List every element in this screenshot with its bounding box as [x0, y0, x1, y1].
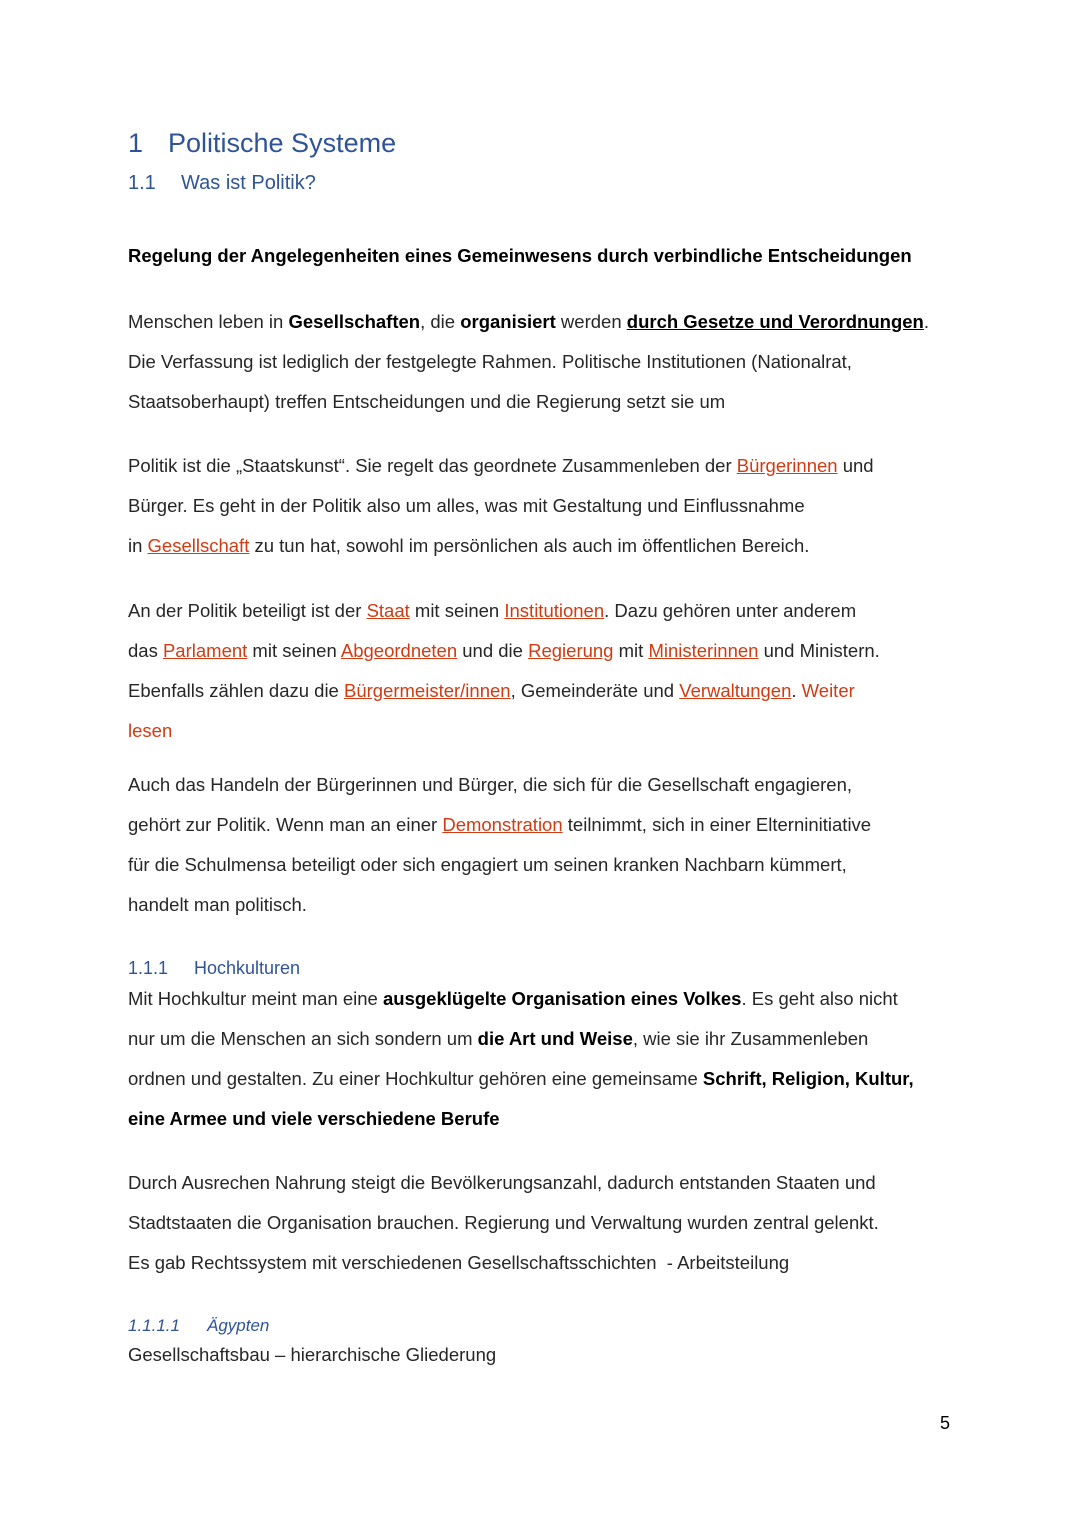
heading-3 [128, 958, 300, 979]
paragraph-egypt: Gesellschaftsbau – hierarchische Gliederung [128, 1344, 497, 1365]
paragraph-citizen-action [128, 765, 958, 925]
link-institutionen[interactable]: Institutionen [504, 600, 605, 621]
read-more-link[interactable]: Weiter [801, 680, 855, 701]
text-line: das Parlament mit seinen Abgeordneten und die Regierung mit Ministerinnen und Ministern. [128, 640, 880, 661]
text-line: handelt man politisch. [128, 894, 307, 915]
link-gesellschaft[interactable]: Gesellschaft [147, 535, 250, 556]
link-abgeordneten[interactable]: Abgeordneten [340, 640, 458, 661]
text-line: Auch das Handeln der Bürgerinnen und Bürger, die sich für die Gesellschaft engagieren, [128, 774, 853, 795]
text-line: Mit Hochkultur meint man eine ausgeklügelte Organisation eines Volkes. Es geht also nicht [128, 988, 898, 1009]
heading-2 [128, 172, 316, 195]
paragraph-politics-definition [128, 446, 958, 566]
text-line: An der Politik beteiligt ist der Staat mit seinen Institutionen. Dazu gehören unter anderem [128, 600, 857, 621]
text-line: Stadtstaaten die Organisation brauchen. Regierung und Verwaltung wurden zentral gelenkt. [128, 1212, 879, 1233]
heading-3-number: 1.1.1 [128, 958, 169, 978]
link-demonstration[interactable]: Demonstration [442, 814, 563, 835]
paragraph-high-culture [128, 979, 958, 1139]
text-line: Ebenfalls zählen dazu die Bürgermeister/innen, Gemeinderäte und Verwaltungen. Weiter [128, 680, 855, 701]
text-line: für die Schulmensa beteiligt oder sich engagiert um seinen kranken Nachbarn kümmert, [128, 854, 847, 875]
paragraph-population [128, 1163, 958, 1283]
link-staat[interactable]: Staat [366, 600, 410, 621]
heading-2-number: 1.1 [128, 172, 156, 194]
heading-1 [128, 128, 396, 159]
definition-text: Regelung der Angelegenheiten eines Gemeinwesens durch verbindliche Entscheidungen [128, 245, 912, 266]
text-line: Menschen leben in Gesellschaften, die organisiert werden durch Gesetze und Verordnungen. [128, 311, 929, 332]
text-line: eine Armee und viele verschiedene Berufe [128, 1108, 500, 1129]
heading-4-text: Ägypten [207, 1316, 270, 1335]
link-verwaltungen[interactable]: Verwaltungen [679, 680, 792, 701]
paragraph-society [128, 302, 958, 422]
text-line: nur um die Menschen an sich sondern um die Art und Weise, wie sie ihr Zusammenleben [128, 1028, 869, 1049]
text-line: Durch Ausrechen Nahrung steigt die Bevölkerungsanzahl, dadurch entstanden Staaten und [128, 1172, 876, 1193]
text-line: Politik ist die „Staatskunst“. Sie regelt das geordnete Zusammenleben der Bürgerinnen und [128, 455, 874, 476]
heading-1-text: Politische Systeme [168, 128, 397, 158]
heading-1-number: 1 [128, 128, 144, 158]
text-line: Es gab Rechtssystem mit verschiedenen Gesellschaftsschichten - Arbeitsteilung [128, 1252, 790, 1273]
text-line: Die Verfassung ist lediglich der festgelegte Rahmen. Politische Institutionen (Nationalrat, [128, 351, 852, 372]
heading-2-text: Was ist Politik? [181, 172, 316, 194]
text-line: in Gesellschaft zu tun hat, sowohl im persönlichen als auch im öffentlichen Bereich. [128, 535, 810, 556]
text-line: gehört zur Politik. Wenn man an einer Demonstration teilnimmt, sich in einer Elterninitiative [128, 814, 872, 835]
link-ministerinnen[interactable]: Ministerinnen [648, 640, 759, 661]
underlined-phrase: durch Gesetze und Verordnungen [626, 311, 924, 332]
text-line: Bürger. Es geht in der Politik also um alles, was mit Gestaltung und Einflussnahme [128, 495, 805, 516]
paragraph-participants [128, 591, 958, 751]
heading-4 [128, 1316, 269, 1336]
definition-paragraph [128, 242, 958, 270]
text-line: Staatsoberhaupt) treffen Entscheidungen und die Regierung setzt sie um [128, 391, 726, 412]
page-number: 5 [940, 1413, 951, 1433]
link-parlament[interactable]: Parlament [162, 640, 248, 661]
link-buergerinnen[interactable]: Bürgerinnen [736, 455, 838, 476]
heading-4-number: 1.1.1.1 [128, 1316, 180, 1335]
heading-3-text: Hochkulturen [194, 958, 301, 978]
link-buergermeister[interactable]: Bürgermeister/innen [343, 680, 511, 701]
text-line: ordnen und gestalten. Zu einer Hochkultur gehören eine gemeinsame Schrift, Religion, Kultur, [128, 1068, 914, 1089]
link-regierung[interactable]: Regierung [528, 640, 614, 661]
read-more-link-continued[interactable]: lesen [128, 720, 173, 741]
